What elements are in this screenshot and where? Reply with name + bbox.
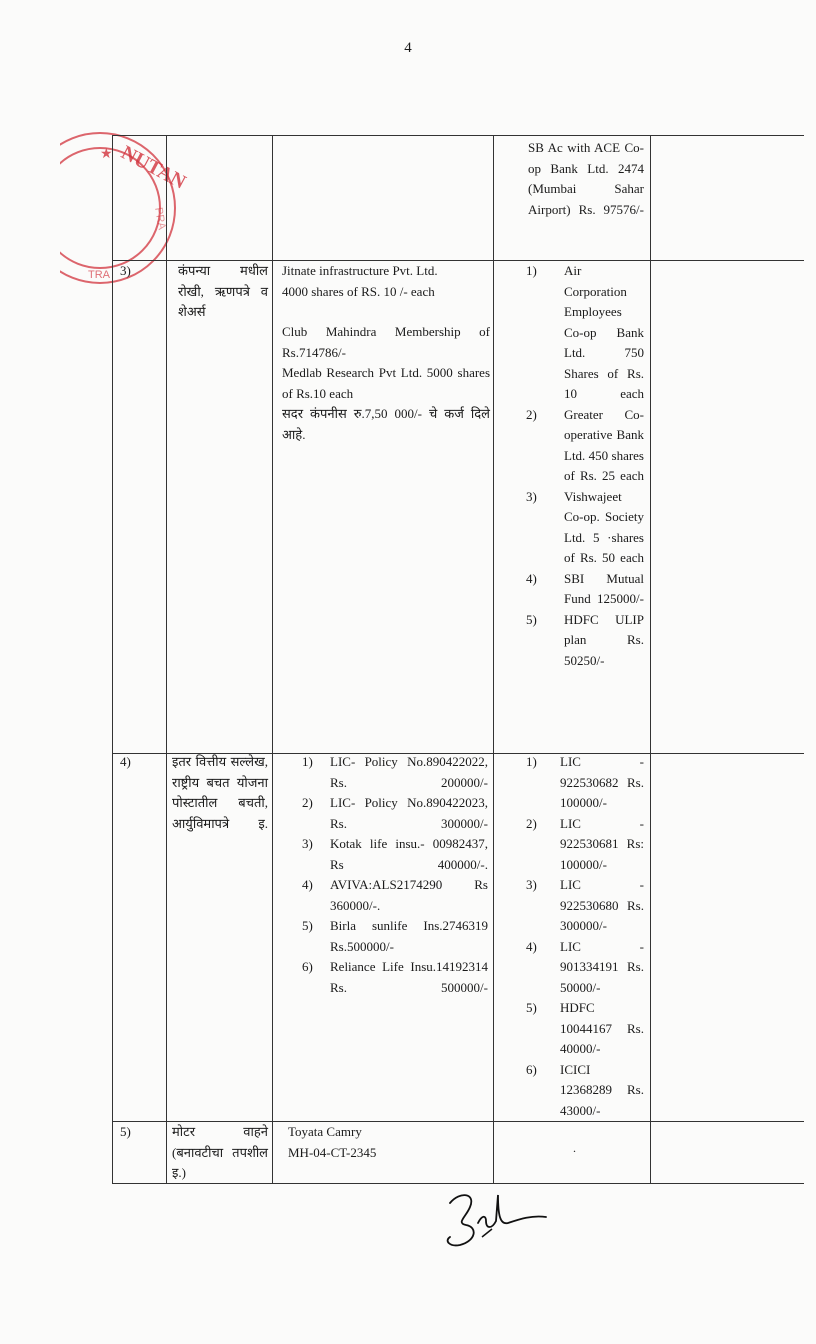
- row3-col3-list: [526, 261, 644, 671]
- list-item: 3) Kotak life insu.- 00982437, Rs 400000/-.: [302, 836, 488, 872]
- column-divider: [166, 135, 167, 1184]
- row4-col2-list: [302, 752, 488, 998]
- row4-number: 4): [120, 754, 131, 769]
- stamp-text-top: NUTAN: [117, 141, 190, 194]
- row-divider: [112, 135, 804, 136]
- stamp-text-side: PRA: [152, 206, 168, 231]
- row5-label: मोटर वाहने (बनावटीचा तपशील इ.): [172, 1124, 268, 1180]
- list-item: 5) HDFC 10044167 Rs. 40000/-: [526, 1000, 644, 1056]
- row5-number: 5): [120, 1124, 131, 1139]
- row4-col3-list: [526, 752, 644, 1121]
- list-item: 3) LIC - 922530680 Rs. 300000/-: [526, 877, 644, 933]
- stamp-star-icon: ★: [100, 147, 113, 162]
- row3-col2-line: Club Mahindra Membership of Rs.714786/-: [282, 324, 490, 360]
- list-item: 5) HDFC ULIP plan Rs. 50250/-: [526, 611, 644, 668]
- column-divider: [650, 135, 651, 1184]
- row3-col2-line: सदर कंपनीस रु.7,50 000/- चे कर्ज दिले आहे.: [282, 406, 490, 442]
- row3-label: कंपन्या मधील रोखी, ऋणपत्रे व शेअर्स: [178, 263, 268, 319]
- list-item: 1) LIC - 922530682 Rs. 100000/-: [526, 754, 644, 810]
- row5-col2-line: MH-04-CT-2345: [288, 1144, 377, 1160]
- list-item: 2) LIC - 922530681 Rs: 100000/-: [526, 815, 644, 872]
- row3-col2-line: Jitnate infrastructure Pvt. Ltd.: [282, 263, 438, 278]
- stamp-text-bottom: TRA: [88, 269, 110, 281]
- row5-col2-line: Toyata Camry: [288, 1124, 362, 1139]
- row5-col2: [288, 1122, 488, 1163]
- row3-col2-line: 4000 shares of RS. 10 /- each: [282, 283, 435, 299]
- signature: [436, 1185, 556, 1260]
- list-item: 4) LIC - 901334191 Rs. 50000/-: [526, 938, 644, 995]
- list-item: 2) Greater Co-operative Bank Ltd. 450 shares of Rs. 25 each: [526, 406, 644, 483]
- column-divider: [112, 135, 113, 1184]
- row3-col2: [282, 261, 490, 445]
- list-item: 6) Reliance Life Insu.14192314 Rs. 500000/-: [302, 959, 488, 995]
- list-item: 6) ICICI 12368289 Rs. 43000/-: [526, 1061, 644, 1118]
- list-item: 1) Air Corporation Employees Co-op Bank Ltd. 750 Shares of Rs. 10 each: [526, 263, 644, 401]
- row3-col2-line: Medlab Research Pvt Ltd. 5000 shares of Rs.10 each: [282, 365, 490, 401]
- list-item: 2) LIC- Policy No.890422023, Rs. 300000/-: [302, 795, 488, 831]
- list-item: 4) AVIVA:ALS2174290 Rs 360000/-.: [302, 877, 488, 913]
- column-divider: [272, 135, 273, 1184]
- list-item: 1) LIC- Policy No.890422022, Rs. 200000/-: [302, 754, 488, 790]
- assets-table: [112, 135, 804, 1185]
- row5-col3: .: [573, 1141, 576, 1155]
- signature-stroke: [482, 1229, 492, 1237]
- list-item: 3) Vishwajeet Co-op. Society Ltd. 5 ·shares of Rs. 50 each: [526, 488, 644, 565]
- column-divider: [493, 135, 494, 1184]
- signature-stroke: [448, 1195, 546, 1245]
- list-item: 4) SBI Mutual Fund 125000/-: [526, 570, 644, 606]
- page-number: 4: [404, 40, 412, 56]
- list-item: 5) Birla sunlife Ins.2746319 Rs.500000/-: [302, 918, 488, 954]
- row4-label: इतर वित्तीय सल्लेख, राष्ट्रीय बचत योजना पोस्टातील बचती, आर्युविमापत्रे इ.: [172, 754, 268, 831]
- row3-number: 3): [120, 263, 131, 278]
- row0-col3: SB Ac with ACE Co-op Bank Ltd. 2474 (Mumbai Sahar Airport) Rs. 97576/-: [528, 140, 644, 217]
